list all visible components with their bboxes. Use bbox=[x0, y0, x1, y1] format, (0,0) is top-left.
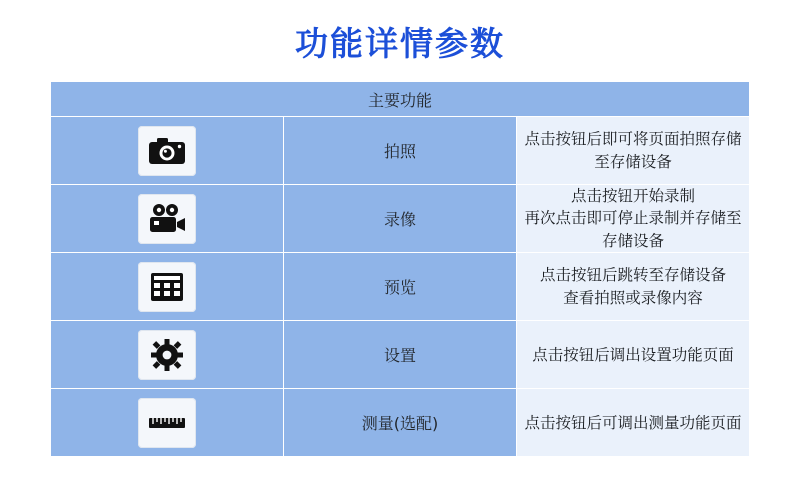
video-camera-icon bbox=[138, 194, 196, 244]
desc-line: 点击按钮后跳转至存储设备 bbox=[539, 266, 726, 285]
page-root bbox=[0, 18, 800, 504]
desc-line: 点击按钮后即可将页面拍照存储至存储设备 bbox=[524, 130, 742, 171]
feature-icon-cell bbox=[51, 253, 284, 321]
table-header-cell: 主要功能 bbox=[51, 82, 750, 117]
feature-desc-cell bbox=[517, 253, 750, 321]
ruler-icon bbox=[138, 398, 196, 448]
feature-desc-cell bbox=[517, 321, 750, 389]
table-row bbox=[51, 253, 750, 321]
feature-desc-cell bbox=[517, 185, 750, 253]
feature-name-cell: 录像 bbox=[284, 185, 517, 253]
feature-name-cell: 测量(选配) bbox=[284, 389, 517, 457]
table-row bbox=[51, 389, 750, 457]
desc-line: 点击按钮后调出设置功能页面 bbox=[532, 345, 734, 364]
table-row bbox=[51, 117, 750, 185]
feature-table bbox=[50, 81, 750, 457]
feature-desc-cell bbox=[517, 117, 750, 185]
feature-icon-cell bbox=[51, 321, 284, 389]
desc-line: 点击按钮开始录制 bbox=[570, 187, 695, 205]
feature-icon-cell bbox=[51, 117, 284, 185]
feature-icon-cell bbox=[51, 389, 284, 457]
camera-icon bbox=[138, 126, 196, 176]
table-header-row bbox=[51, 82, 750, 117]
page-title: 功能详情参数 bbox=[295, 24, 505, 63]
feature-name-cell: 设置 bbox=[284, 321, 517, 389]
grid-preview-icon bbox=[138, 262, 196, 312]
feature-desc-cell bbox=[517, 389, 750, 457]
desc-line: 点击按钮后可调出测量功能页面 bbox=[524, 413, 742, 432]
feature-name-cell: 拍照 bbox=[284, 117, 517, 185]
feature-icon-cell bbox=[51, 185, 284, 253]
feature-name-cell: 预览 bbox=[284, 253, 517, 321]
spec-table-wrapper bbox=[50, 81, 750, 457]
desc-line: 查看拍照或录像内容 bbox=[563, 288, 703, 307]
gear-icon bbox=[138, 330, 196, 380]
table-row bbox=[51, 185, 750, 253]
desc-line: 再次点击即可停止录制并存储至存储设备 bbox=[524, 209, 742, 250]
table-row bbox=[51, 321, 750, 389]
